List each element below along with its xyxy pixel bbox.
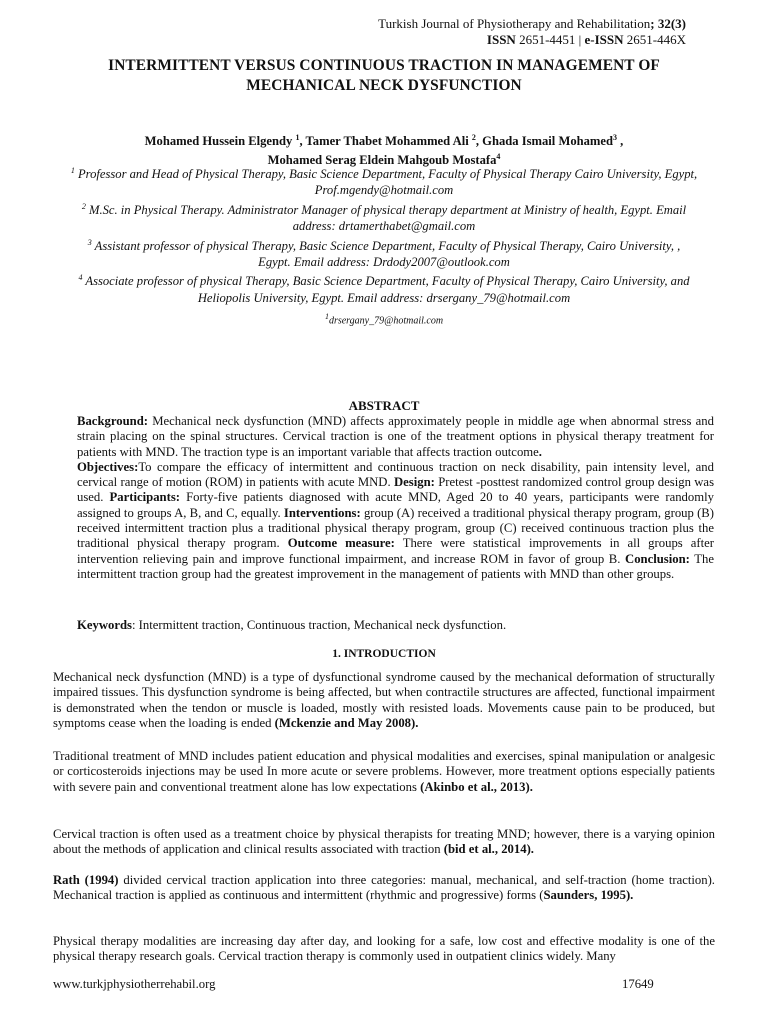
section-heading-introduction: 1. INTRODUCTION — [332, 648, 436, 660]
abstract-body — [77, 414, 714, 582]
abstract-text: There were statistical improvements in all groups after intervention relieving pain and improve functional impairment, and increase ROM in favor of group B. — [77, 536, 714, 566]
paragraph-2 — [53, 749, 715, 795]
journal-header — [378, 16, 686, 48]
abstract-text: Pretest -posttest randomized control group design was used. — [77, 475, 715, 505]
paragraph-text: Cervical traction is often used as a treatment choice by physical therapists for treating MND; however, there is a varying opinion about the methods of application and clinical results associated with traction — [53, 827, 715, 857]
paragraph-text: divided cervical traction application into three categories: manual, mechanical, and self-traction (home traction). Mechanical traction is applied as continuous and intermittent (rhythmic and progressive) forms ( — [53, 873, 715, 903]
issn-line — [378, 32, 686, 48]
citation: (bid et al., 2014). — [443, 842, 534, 857]
abstract-label: Interventions: — [283, 505, 361, 520]
affiliation-text: M.Sc. in Physical Therapy. Administrator Manager of physical therapy department at Ministry of health, Egypt. Email address: drtamerthabet@gmail.com — [85, 202, 687, 234]
author-affil-mark: 2 — [471, 133, 476, 142]
abstract-text: The intermittent traction group had the greatest improvement in the management of patients with MND than other groups. — [77, 551, 714, 581]
paragraph-text: Traditional treatment of MND includes patient education and physical modalities and exercises, spinal manipulation or analgesic or corticosteroids injections may be used In more acute or severe problems. However, more treatment options especially patients with severe pain and conventional treatment alone has low expectations — [53, 749, 715, 794]
citation: Rath (1994) — [53, 873, 119, 887]
paragraph-5 — [53, 934, 715, 965]
citation: (Akinbo et al., 2013). — [420, 779, 533, 794]
affiliation-mark: 3 — [87, 237, 92, 247]
corresponding-text: drsergany_79@hotmail.com — [328, 315, 444, 327]
author-name: Mohamed Hussein Elgendy — [144, 134, 296, 149]
affiliation-text: Assistant professor of physical Therapy, Basic Science Department, Faculty of Physical Therapy, Cairo University, , Egypt. Email address: Drdody2007@outlook.com — [91, 238, 681, 270]
issn-label: ISSN — [486, 32, 516, 47]
affiliation-2 — [70, 199, 698, 235]
affiliations — [70, 163, 698, 330]
abstract-text: Forty-five patients diagnosed with acute MND, Aged 20 to 40 years, participants were randomly assigned to groups A, B, and C, equally. — [77, 490, 714, 520]
abstract-text: Mechanical neck dysfunction (MND) affects approximately people in middle age when abnormal stress and strain placing on the spinal structures. Cervical traction is one of the treatment options in physical therapy treatment for patients with MND. The traction type is an important variable that affects traction outcome — [77, 414, 714, 459]
author-affil-mark: 4 — [496, 152, 501, 162]
abstract-label: Outcome measure: — [287, 536, 395, 551]
abstract-label: Design: — [393, 475, 435, 490]
paragraph-text: Physical therapy modalities are increasing day after day, and looking for a safe, low cost and effective modality is one of the physical therapy research goals. Cervical traction therapy is commonly used in outpatient clinics widely. Many — [53, 934, 715, 964]
affiliation-3 — [70, 235, 698, 271]
abstract-label: Objectives: — [77, 459, 139, 474]
author-line-1 — [40, 130, 728, 149]
keywords-label: Keywords — [77, 618, 132, 632]
journal-name: Turkish Journal of Physiotherapy and Rehabilitation — [378, 16, 651, 31]
author-affil-mark: 1 — [295, 133, 300, 142]
author-name: Mohamed Serag Eldein Mahgoub Mostafa — [267, 153, 497, 168]
abstract-label: Background: — [77, 414, 148, 428]
paragraph-4 — [53, 873, 715, 904]
affiliation-1 — [70, 163, 698, 199]
paragraph-1 — [53, 670, 715, 731]
affiliation-mark: 2 — [81, 201, 86, 211]
title-line-1: INTERMITTENT VERSUS CONTINUOUS TRACTION IN MANAGEMENT OF — [108, 57, 660, 74]
abstract-text: . — [538, 444, 542, 459]
title-line-2: MECHANICAL NECK DYSFUNCTION — [246, 77, 522, 94]
abstract-text: group (A) received a traditional physical therapy program, group (B) received intermittent traction plus a traditional physical therapy program, group (C) received continuous traction plus the traditional physical therapy program. — [77, 505, 714, 551]
affiliation-mark: 1 — [70, 166, 75, 175]
affiliation-text: Professor and Head of Physical Therapy, Basic Science Department, Faculty of Physical Therapy Cairo University, Egypt, Prof.mgendy@hotmail.com — [74, 167, 698, 198]
citation: (Mckenzie and May 2008). — [274, 715, 419, 730]
affiliation-mark: 4 — [78, 273, 83, 283]
eissn-label: e-ISSN — [584, 32, 624, 47]
paragraph-3 — [53, 827, 715, 858]
affiliation-text: Associate professor of physical Therapy, Basic Science Department, Faculty of Physical Therapy, Cairo University, and Heliopolis University, Egypt. Email address: drsergany_79@hotmail.com — [82, 274, 690, 305]
author-name: , Tamer Thabet Mohammed Ali — [299, 134, 472, 149]
corresponding-email — [70, 309, 698, 330]
corresponding-mark: 1 — [324, 312, 329, 322]
eissn-value: 2651-446X — [623, 32, 686, 47]
abstract-label: Conclusion: — [625, 551, 690, 566]
abstract-text: To compare the efficacy of intermittent and continuous traction on neck disability, pain intensity level, and cervical range of motion (ROM) in patients with acute MND. — [77, 459, 714, 490]
author-affil-mark: 3 — [613, 133, 618, 142]
citation: Saunders, 1995). — [543, 888, 634, 903]
page-number: 17649 — [622, 977, 654, 991]
affiliation-4 — [70, 270, 698, 306]
journal-title-line — [378, 16, 686, 32]
issn-value: 2651-4451 | — [515, 32, 585, 47]
paper-title — [40, 56, 728, 96]
abstract-heading: ABSTRACT — [348, 398, 420, 413]
keywords — [77, 618, 714, 633]
keywords-text: : Intermittent traction, Continuous traction, Mechanical neck dysfunction. — [131, 618, 507, 632]
author-name: , Ghada Ismail Mohamed — [475, 134, 614, 149]
journal-volume: ; 32(3) — [650, 16, 686, 31]
paragraph-text: Mechanical neck dysfunction (MND) is a type of dysfunctional syndrome caused by the mechanical deformation of structurally impaired tissues. This dysfunction syndrome is being affected, but when contractile structures are affected, functional impairment is demonstrated when the tendon or muscle is loaded, mostly with resisted loads. Movements cause pain to be produced, but symptoms cease when the loading is ended — [53, 670, 715, 730]
author-separator: , — [617, 134, 624, 149]
abstract-label: Participants: — [109, 490, 180, 505]
footer-website-link[interactable]: www.turkjphysiotherrehabil.org — [53, 977, 216, 991]
